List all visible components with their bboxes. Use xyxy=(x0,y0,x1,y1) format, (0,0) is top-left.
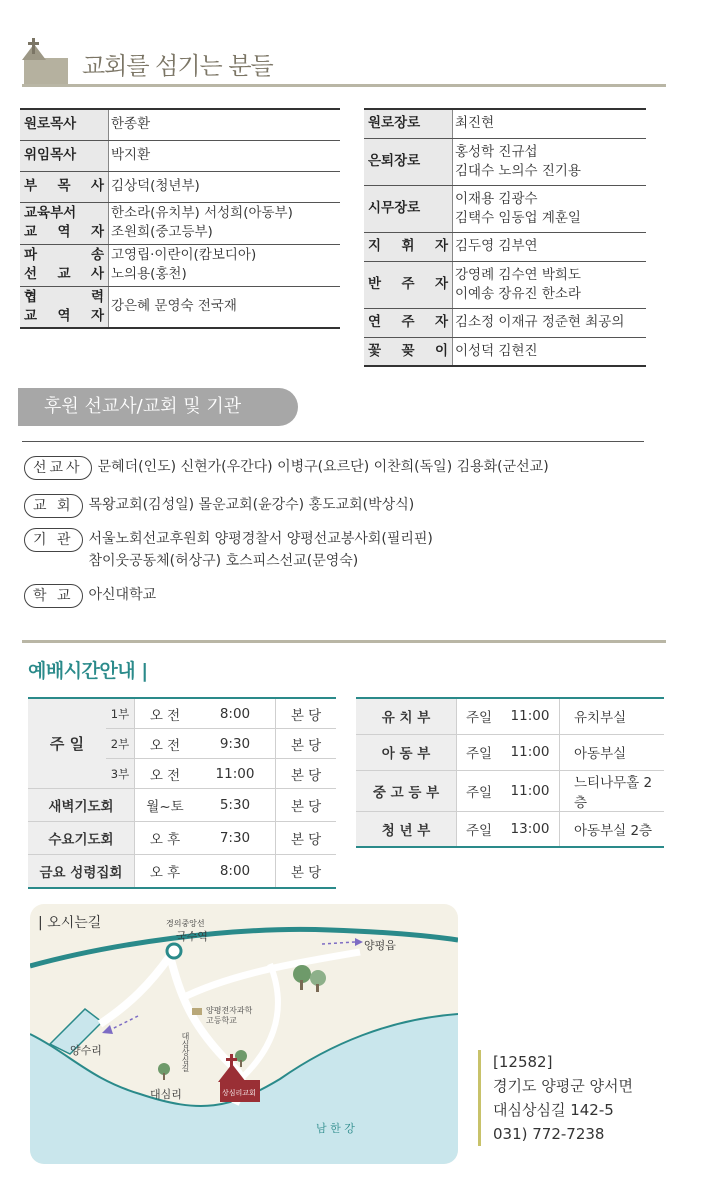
staff-row xyxy=(364,185,646,232)
support-banner: 후원 선교사/교회 및 기관 xyxy=(18,388,298,426)
worship-part: 1부 xyxy=(106,698,135,729)
staff-role: 교육부서 교 역 자 xyxy=(20,202,109,244)
staff-role: 부 목 사 xyxy=(20,171,109,202)
address-line1: 경기도 양평군 양서면 xyxy=(493,1077,633,1095)
staff-names: 김두영 김부연 xyxy=(453,232,647,261)
school-time: 11:00 xyxy=(501,698,560,734)
worship-ampm: 오 후 xyxy=(135,855,196,888)
worship-place: 본 당 xyxy=(276,789,337,822)
support-divider xyxy=(22,441,644,442)
worship-title: 예배시간안내 | xyxy=(28,660,148,682)
section-divider xyxy=(22,640,666,643)
support-row xyxy=(24,456,549,480)
worship-row xyxy=(28,822,336,855)
staff-row xyxy=(20,109,340,140)
staff-names: 강영례 김수연 박희도 이예송 장유진 한소라 xyxy=(453,261,647,308)
map xyxy=(30,904,458,1164)
staff-role: 위임목사 xyxy=(20,140,109,171)
staff-table-left xyxy=(20,108,340,329)
map-church: 상심리교회 xyxy=(222,1089,256,1097)
staff-role: 지 휘 자 xyxy=(364,232,453,261)
worship-time: 8:00 xyxy=(195,855,276,888)
staff-row xyxy=(364,232,646,261)
school-time: 13:00 xyxy=(501,811,560,847)
support-row xyxy=(24,528,433,572)
school-place: 아동부실 xyxy=(560,734,665,770)
sunday-label: 주 일 xyxy=(28,698,106,789)
staff-names: 한종환 xyxy=(109,109,341,140)
address-line2: 대심상심길 142-5 xyxy=(493,1101,614,1119)
school-row xyxy=(356,734,664,770)
staff-role: 연 주 자 xyxy=(364,308,453,337)
worship-ampm: 오 전 xyxy=(135,698,196,729)
school-row xyxy=(356,698,664,734)
worship-place: 본 당 xyxy=(276,822,337,855)
map-station: 국수역 xyxy=(176,930,208,943)
worship-part: 2부 xyxy=(106,729,135,759)
staff-names: 강은혜 문영숙 전국재 xyxy=(109,286,341,328)
staff-role: 은퇴장로 xyxy=(364,138,453,185)
worship-place: 본 당 xyxy=(276,855,337,888)
staff-names: 고영립·이란이(캄보디아) 노의용(홍천) xyxy=(109,244,341,286)
worship-name: 새벽기도회 xyxy=(28,789,135,822)
map-yangpyeong: 양평읍 xyxy=(364,939,396,952)
staff-row xyxy=(364,337,646,366)
school-dept: 청 년 부 xyxy=(356,811,457,847)
staff-row xyxy=(20,171,340,202)
staff-row xyxy=(364,109,646,138)
school-table xyxy=(356,697,664,848)
worship-place: 본 당 xyxy=(276,729,337,759)
support-tag: 교 회 xyxy=(24,494,83,518)
staff-names: 이성덕 김현진 xyxy=(453,337,647,366)
support-tag: 기 관 xyxy=(24,528,83,552)
map-river: 남 한 강 xyxy=(316,1122,355,1135)
staff-names: 이재용 김광수 김택수 임동업 계훈일 xyxy=(453,185,647,232)
school-row xyxy=(356,770,664,811)
staff-names: 최진현 xyxy=(453,109,647,138)
address-zip: [12582] xyxy=(493,1053,553,1071)
staff-row xyxy=(20,202,340,244)
support-row xyxy=(24,494,414,518)
staff-names: 한소라(유치부) 서성희(아동부) 조원희(중고등부) xyxy=(109,202,341,244)
support-tag: 학 교 xyxy=(24,584,83,608)
school-row xyxy=(356,811,664,847)
map-title: | 오시는길 xyxy=(38,915,102,931)
map-road: 대심상심길 xyxy=(181,1032,190,1072)
staff-row xyxy=(364,138,646,185)
support-text: 목왕교회(김성일) 몰운교회(윤강수) 홍도교회(박상식) xyxy=(88,497,415,513)
worship-table xyxy=(28,697,336,889)
address-phone: 031) 772-7238 xyxy=(493,1125,605,1143)
staff-names: 김소정 이재규 정준현 최공의 xyxy=(453,308,647,337)
staff-row xyxy=(20,140,340,171)
school-place: 아동부실 2층 xyxy=(560,811,665,847)
worship-time: 8:00 xyxy=(195,698,276,729)
support-text: 아신대학교 xyxy=(88,587,157,603)
worship-row xyxy=(28,698,336,729)
map-school: 양평전자과학 고등학교 xyxy=(206,1006,253,1025)
support-text: 서울노회선교후원회 양평경찰서 양평선교봉사회(필리핀) 참이웃공동체(허상구) 호스피스선교(문영숙) xyxy=(88,531,433,569)
worship-ampm: 오 전 xyxy=(135,759,196,789)
staff-row xyxy=(20,244,340,286)
staff-names: 박지환 xyxy=(109,140,341,171)
worship-row xyxy=(28,789,336,822)
school-dept: 유 치 부 xyxy=(356,698,457,734)
school-day: 주일 xyxy=(457,734,502,770)
worship-ampm: 오 전 xyxy=(135,729,196,759)
worship-row xyxy=(28,855,336,888)
worship-time: 5:30 xyxy=(195,789,276,822)
worship-time: 11:00 xyxy=(195,759,276,789)
support-tag: 선교사 xyxy=(24,456,92,480)
worship-place: 본 당 xyxy=(276,698,337,729)
staff-role: 원로장로 xyxy=(364,109,453,138)
school-day: 주일 xyxy=(457,811,502,847)
school-day: 주일 xyxy=(457,698,502,734)
worship-part: 3부 xyxy=(106,759,135,789)
worship-name: 금요 성령집회 xyxy=(28,855,135,888)
staff-role: 파 송 선 교 사 xyxy=(20,244,109,286)
map-line-name: 경의중앙선 xyxy=(166,919,205,928)
header-divider xyxy=(22,84,666,87)
school-time: 11:00 xyxy=(501,734,560,770)
church-cross-icon xyxy=(20,36,70,86)
support-row xyxy=(24,584,156,608)
worship-ampm: 오 후 xyxy=(135,822,196,855)
worship-time: 9:30 xyxy=(195,729,276,759)
worship-place: 본 당 xyxy=(276,759,337,789)
page-title: 교회를 섬기는 분들 xyxy=(82,52,273,80)
staff-names: 김상덕(청년부) xyxy=(109,171,341,202)
staff-table-right xyxy=(364,108,646,367)
map-yangsuri: 양수리 xyxy=(70,1044,102,1057)
staff-row xyxy=(20,286,340,328)
staff-role: 반 주 자 xyxy=(364,261,453,308)
worship-time: 7:30 xyxy=(195,822,276,855)
school-place: 유치부실 xyxy=(560,698,665,734)
support-text: 문혜더(인도) 신현가(우간다) 이병구(요르단) 이찬희(독일) 김용화(군선교) xyxy=(97,459,549,475)
worship-ampm: 월~토 xyxy=(135,789,196,822)
staff-role: 시무장로 xyxy=(364,185,453,232)
staff-role: 협 력 교 역 자 xyxy=(20,286,109,328)
school-day: 주일 xyxy=(457,770,502,811)
school-time: 11:00 xyxy=(501,770,560,811)
staff-row xyxy=(364,308,646,337)
worship-name: 수요기도회 xyxy=(28,822,135,855)
staff-role: 꽃 꽂 이 xyxy=(364,337,453,366)
staff-names: 홍성학 진규섭 김대수 노의수 진기용 xyxy=(453,138,647,185)
map-daesimri: 대심리 xyxy=(150,1088,182,1101)
school-dept: 아 동 부 xyxy=(356,734,457,770)
school-place: 느티나무홀 2층 xyxy=(560,770,665,811)
staff-role: 원로목사 xyxy=(20,109,109,140)
school-dept: 중 고 등 부 xyxy=(356,770,457,811)
address-block xyxy=(478,1050,633,1146)
staff-row xyxy=(364,261,646,308)
